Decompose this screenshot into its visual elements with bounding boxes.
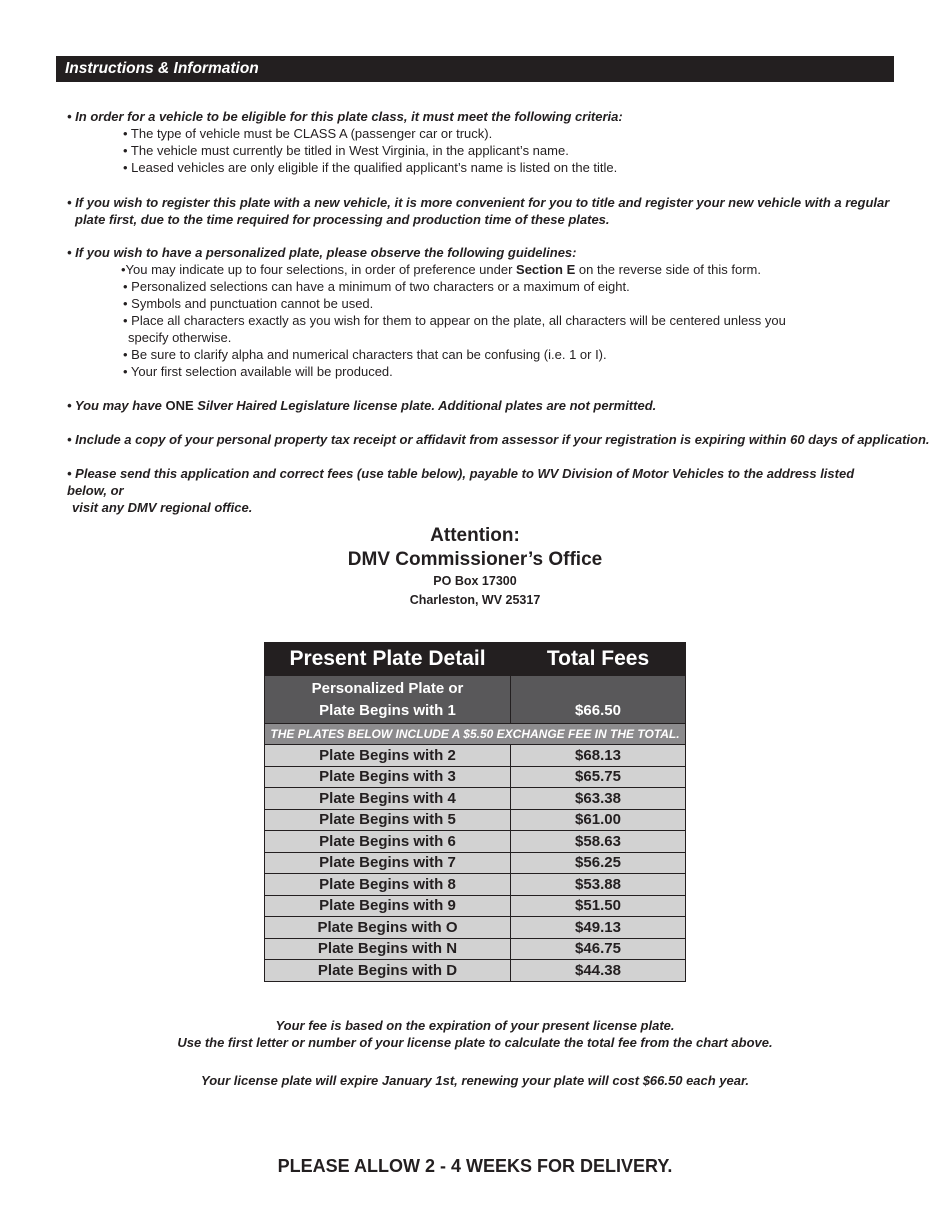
table-row <box>265 917 686 939</box>
plate-detail-cell: Plate Begins with 2 <box>265 745 511 767</box>
fee-cell: $61.00 <box>511 809 686 831</box>
fee-cell: $63.38 <box>511 788 686 810</box>
plate-detail-cell: Plate Begins with O <box>265 917 511 939</box>
personalized-item: • Symbols and punctuation cannot be used. <box>123 296 374 311</box>
plate-detail-cell: Plate Begins with 5 <box>265 809 511 831</box>
personalized-lead: • If you wish to have a personalized plate, please observe the following guidelines: <box>67 245 577 260</box>
plate-detail-cell: Plate Begins with 7 <box>265 852 511 874</box>
fee-cell: $53.88 <box>511 874 686 896</box>
one-plate-bold: ONE <box>165 398 194 413</box>
fee-note-2: Use the first letter or number of your license plate to calculate the total fee from the chart above. <box>177 1035 773 1050</box>
personalized-item-continued: specify otherwise. <box>128 330 232 345</box>
address-office: DMV Commissioner’s Office <box>347 549 603 570</box>
fee-note-1: Your fee is based on the expiration of your present license plate. <box>275 1018 675 1033</box>
criteria-item: • The type of vehicle must be CLASS A (passenger car or truck). <box>123 126 493 141</box>
one-plate-text: • You may have <box>67 398 166 413</box>
table-row <box>265 676 686 724</box>
plate-detail-line-1: Personalized Plate or <box>311 679 464 697</box>
fee-cell: $56.25 <box>511 852 686 874</box>
personalized-item: • Be sure to clarify alpha and numerical characters that can be confusing (i.e. 1 or I). <box>123 347 607 362</box>
table-row <box>265 895 686 917</box>
personalized-item: • Personalized selections can have a minimum of two characters or a maximum of eight. <box>123 279 630 294</box>
table-row <box>265 852 686 874</box>
personalized-item <box>121 261 821 278</box>
table-row <box>265 766 686 788</box>
fee-cell: $49.13 <box>511 917 686 939</box>
table-row <box>265 745 686 767</box>
personalized-item-text: •You may indicate up to four selections, in order of preference under <box>121 262 517 277</box>
section-e-label: Section E <box>516 262 576 277</box>
fee-cell: $68.13 <box>511 745 686 767</box>
plate-detail-cell: Plate Begins with D <box>265 960 511 982</box>
plate-detail-cell: Plate Begins with 3 <box>265 766 511 788</box>
fee-cell: $65.75 <box>511 766 686 788</box>
fee-table-header <box>265 643 686 676</box>
personalized-item: • Your first selection available will be produced. <box>123 364 393 379</box>
plate-detail-cell: Plate Begins with 4 <box>265 788 511 810</box>
table-row <box>265 938 686 960</box>
plate-detail-cell: Plate Begins with N <box>265 938 511 960</box>
plate-detail-cell: Plate Begins with 9 <box>265 895 511 917</box>
send-application-line-1: • Please send this application and correct fees (use table below), payable to WV Division of Motor Vehicles to the address listed below, or <box>67 466 855 498</box>
new-vehicle-line-1: • If you wish to register this plate with a new vehicle, it is more convenient for you to title and register your new vehicle with a regular <box>67 195 890 210</box>
address-city: Charleston, WV 25317 <box>409 593 541 607</box>
plate-detail-line-2: Plate Begins with 1 <box>319 701 456 719</box>
exchange-fee-note: THE PLATES BELOW INCLUDE A $5.50 EXCHANGE FEE IN THE TOTAL. <box>265 724 686 745</box>
personalized-list <box>121 261 821 380</box>
fee-cell: $46.75 <box>511 938 686 960</box>
criteria-lead: • In order for a vehicle to be eligible for this plate class, it must meet the following criteria: <box>67 109 623 124</box>
table-row <box>265 960 686 982</box>
column-header-detail: Present Plate Detail <box>265 643 511 676</box>
delivery-notice: PLEASE ALLOW 2 - 4 WEEKS FOR DELIVERY. <box>277 1156 673 1176</box>
section-header: Instructions & Information <box>56 56 894 82</box>
send-application-line-2: visit any DMV regional office. <box>72 500 253 515</box>
mailing-address <box>0 524 950 610</box>
fee-cell: $66.50 <box>511 676 686 724</box>
table-row <box>265 831 686 853</box>
fee-table <box>264 642 686 982</box>
expiration-note: Your license plate will expire January 1st, renewing your plate will cost $66.50 each year. <box>201 1073 749 1088</box>
fee-cell: $51.50 <box>511 895 686 917</box>
table-row <box>265 809 686 831</box>
address-attention: Attention: <box>430 525 520 546</box>
personalized-item-text: on the reverse side of this form. <box>575 262 761 277</box>
plate-detail-cell <box>265 676 511 724</box>
send-application-note <box>67 465 897 516</box>
criteria-list <box>123 125 823 176</box>
one-plate-note <box>67 397 897 414</box>
tax-receipt-note: • Include a copy of your personal property tax receipt or affidavit from assessor if your registration is expiring within 60 days of application. <box>67 432 930 447</box>
criteria-item: • The vehicle must currently be titled in West Virginia, in the applicant’s name. <box>123 143 569 158</box>
table-row <box>265 788 686 810</box>
personalized-item: • Place all characters exactly as you wish for them to appear on the plate, all characters will be centered unless you <box>123 313 786 328</box>
plate-detail-cell: Plate Begins with 6 <box>265 831 511 853</box>
column-header-fees: Total Fees <box>511 643 686 676</box>
table-row <box>265 874 686 896</box>
plate-detail-cell: Plate Begins with 8 <box>265 874 511 896</box>
one-plate-text: Silver Haired Legislature license plate. Additional plates are not permitted. <box>193 398 657 413</box>
address-pobox: PO Box 17300 <box>433 574 517 588</box>
fee-cell: $58.63 <box>511 831 686 853</box>
criteria-item: • Leased vehicles are only eligible if the qualified applicant’s name is listed on the title. <box>123 160 618 175</box>
new-vehicle-note <box>67 194 897 228</box>
exchange-fee-note-row <box>265 724 686 745</box>
new-vehicle-line-2: plate first, due to the time required for processing and production time of these plates. <box>75 212 610 227</box>
fee-cell: $44.38 <box>511 960 686 982</box>
